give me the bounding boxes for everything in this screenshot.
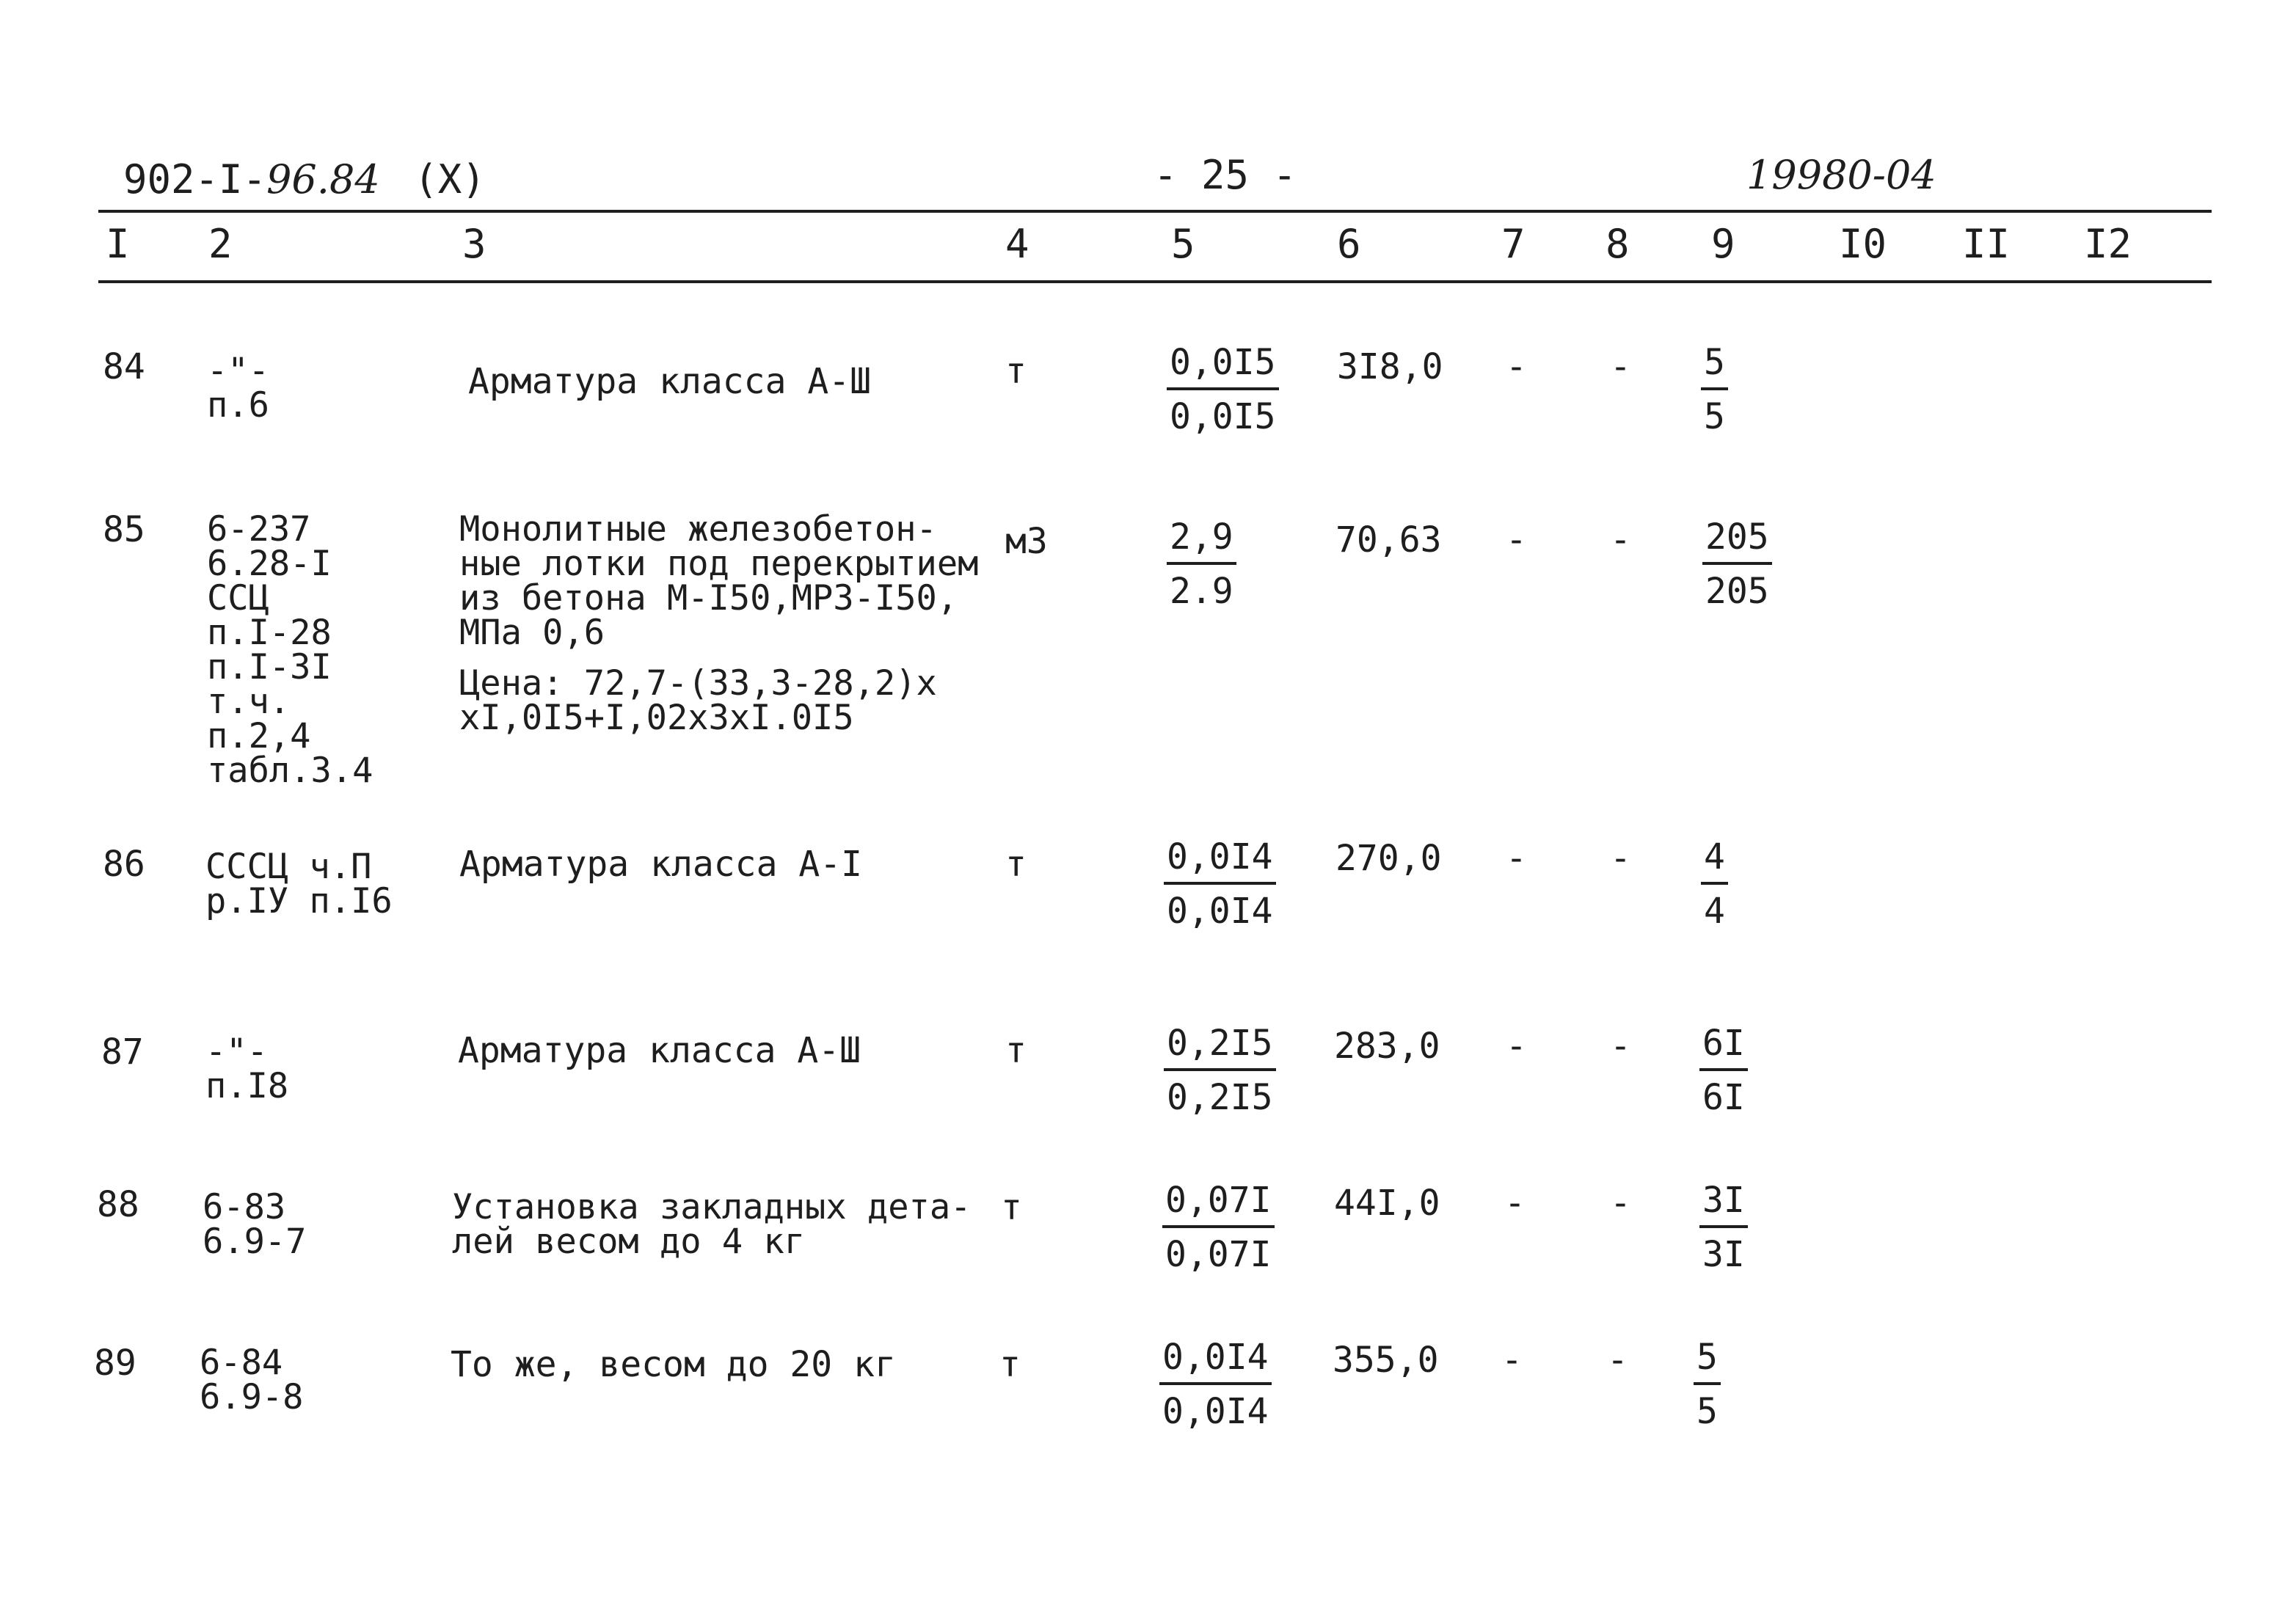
row-col7: - xyxy=(1504,1183,1526,1224)
header-bottom-rule xyxy=(98,280,2212,283)
document-number: 19980-04 xyxy=(1746,152,1936,198)
row-col8: - xyxy=(1610,838,1631,879)
row-col9-bottom: 4 xyxy=(1704,891,1725,932)
row-unit: т xyxy=(1005,844,1027,885)
row-price: 355,0 xyxy=(1333,1340,1439,1381)
row-quantity xyxy=(1159,1337,1272,1432)
row-reference: 6-237 6.28-I ССЦ п.I-28 п.I-3I т.ч. п.2,4 табл.3.4 xyxy=(207,509,373,791)
row-unit: т xyxy=(1005,1030,1027,1071)
row-col7: - xyxy=(1501,1340,1523,1381)
row-col9 xyxy=(1701,836,1728,932)
row-quantity-top: 2,9 xyxy=(1167,519,1236,565)
row-col8: - xyxy=(1610,1183,1631,1224)
row-description: Арматура класса А-Ш xyxy=(458,1030,861,1071)
row-col9-bottom: 5 xyxy=(1704,396,1725,437)
row-quantity-top: 0,07I xyxy=(1162,1183,1275,1228)
row-number: 85 xyxy=(103,509,145,550)
row-col9-top: 3I xyxy=(1699,1183,1748,1228)
row-col8: - xyxy=(1610,1026,1631,1067)
row-col9-bottom: 205 xyxy=(1705,571,1769,612)
row-price-note: Цена: 72,7-(33,3-28,2)х хI,0I5+I,02х3хI.0I5 xyxy=(459,663,937,738)
row-number: 87 xyxy=(101,1031,144,1073)
row-reference: 6-84 6.9-8 xyxy=(200,1343,304,1417)
row-quantity xyxy=(1167,516,1236,612)
row-quantity-top: 0,2I5 xyxy=(1164,1026,1276,1071)
row-number: 84 xyxy=(103,346,145,387)
row-col9-bottom: 3I xyxy=(1702,1234,1745,1275)
row-col8: - xyxy=(1610,519,1631,560)
header-top-rule xyxy=(98,210,2212,213)
row-description: Монолитные железобетон- ные лотки под перекрытием из бетона М-I50,МРЗ-I50, МПа 0,6 xyxy=(459,509,979,653)
row-reference: СССЦ ч.П р.IУ п.I6 xyxy=(205,847,393,921)
row-col7: - xyxy=(1506,519,1527,560)
col-header-6: 6 xyxy=(1337,221,1361,267)
document-code-prefix: 902-I- xyxy=(123,156,267,202)
document-code-suffix: (X) xyxy=(414,156,486,202)
row-price: 283,0 xyxy=(1334,1026,1440,1067)
row-price: 270,0 xyxy=(1335,838,1442,879)
row-quantity xyxy=(1164,836,1276,932)
row-price: 44I,0 xyxy=(1334,1183,1440,1224)
document-code-handwritten: 96.84 xyxy=(266,156,380,202)
row-quantity-top: 0,0I4 xyxy=(1164,839,1276,885)
row-col8: - xyxy=(1610,346,1631,387)
row-col9-top: 5 xyxy=(1701,345,1728,390)
col-header-3: 3 xyxy=(462,221,486,267)
row-col9-bottom: 5 xyxy=(1697,1391,1718,1432)
col-header-4: 4 xyxy=(1005,221,1029,267)
col-header-9: 9 xyxy=(1711,221,1735,267)
row-col9-top: 5 xyxy=(1694,1340,1721,1385)
row-col9 xyxy=(1699,1023,1748,1118)
row-col9 xyxy=(1702,516,1772,612)
row-col7: - xyxy=(1506,838,1527,879)
row-unit: т xyxy=(1005,351,1027,392)
col-header-1: I xyxy=(106,221,130,267)
row-col7: - xyxy=(1506,1026,1527,1067)
row-quantity xyxy=(1167,342,1279,437)
row-quantity-top: 0,0I5 xyxy=(1167,345,1279,390)
row-quantity-bottom: 0,0I4 xyxy=(1162,1391,1269,1432)
row-quantity-bottom: 0,2I5 xyxy=(1167,1077,1273,1118)
row-quantity-bottom: 0,07I xyxy=(1165,1234,1272,1275)
row-quantity-bottom: 2.9 xyxy=(1170,571,1233,612)
row-col9-top: 205 xyxy=(1702,519,1772,565)
page-number: - 25 - xyxy=(1154,152,1297,198)
row-col7: - xyxy=(1506,346,1527,387)
row-col9-top: 6I xyxy=(1699,1026,1748,1071)
row-reference: 6-83 6.9-7 xyxy=(203,1187,307,1262)
col-header-2: 2 xyxy=(208,221,233,267)
row-description: Установка закладных дета- лей весом до 4 кг xyxy=(452,1187,972,1262)
row-col9-top: 4 xyxy=(1701,839,1728,885)
row-col9-bottom: 6I xyxy=(1702,1077,1745,1118)
row-unit: т xyxy=(1001,1187,1022,1228)
row-number: 88 xyxy=(97,1184,139,1225)
row-unit: м3 xyxy=(1005,521,1048,562)
row-col8: - xyxy=(1607,1340,1628,1381)
col-header-11: II xyxy=(1962,221,2011,267)
row-number: 89 xyxy=(94,1343,136,1384)
row-reference: -"- п.I8 xyxy=(205,1031,289,1106)
row-quantity-top: 0,0I4 xyxy=(1159,1340,1272,1385)
col-header-8: 8 xyxy=(1606,221,1630,267)
row-quantity xyxy=(1164,1023,1276,1118)
col-header-5: 5 xyxy=(1171,221,1195,267)
col-header-10: I0 xyxy=(1839,221,1887,267)
row-col9 xyxy=(1699,1180,1748,1275)
row-quantity-bottom: 0,0I5 xyxy=(1170,396,1276,437)
col-header-7: 7 xyxy=(1501,221,1526,267)
col-header-12: I2 xyxy=(2084,221,2132,267)
row-description: То же, весом до 20 кг xyxy=(451,1344,896,1385)
row-description: Арматура класса А-I xyxy=(459,844,863,885)
row-quantity-bottom: 0,0I4 xyxy=(1167,891,1273,932)
row-description: Арматура класса А-Ш xyxy=(468,361,872,402)
row-number: 86 xyxy=(103,844,145,885)
row-reference: -"- п.6 xyxy=(207,351,269,426)
row-price: 3I8,0 xyxy=(1337,346,1443,387)
document-code xyxy=(123,156,486,202)
row-unit: т xyxy=(999,1344,1021,1385)
row-quantity xyxy=(1162,1180,1275,1275)
row-col9 xyxy=(1694,1337,1721,1432)
row-col9 xyxy=(1701,342,1728,437)
row-price: 70,63 xyxy=(1335,519,1442,560)
